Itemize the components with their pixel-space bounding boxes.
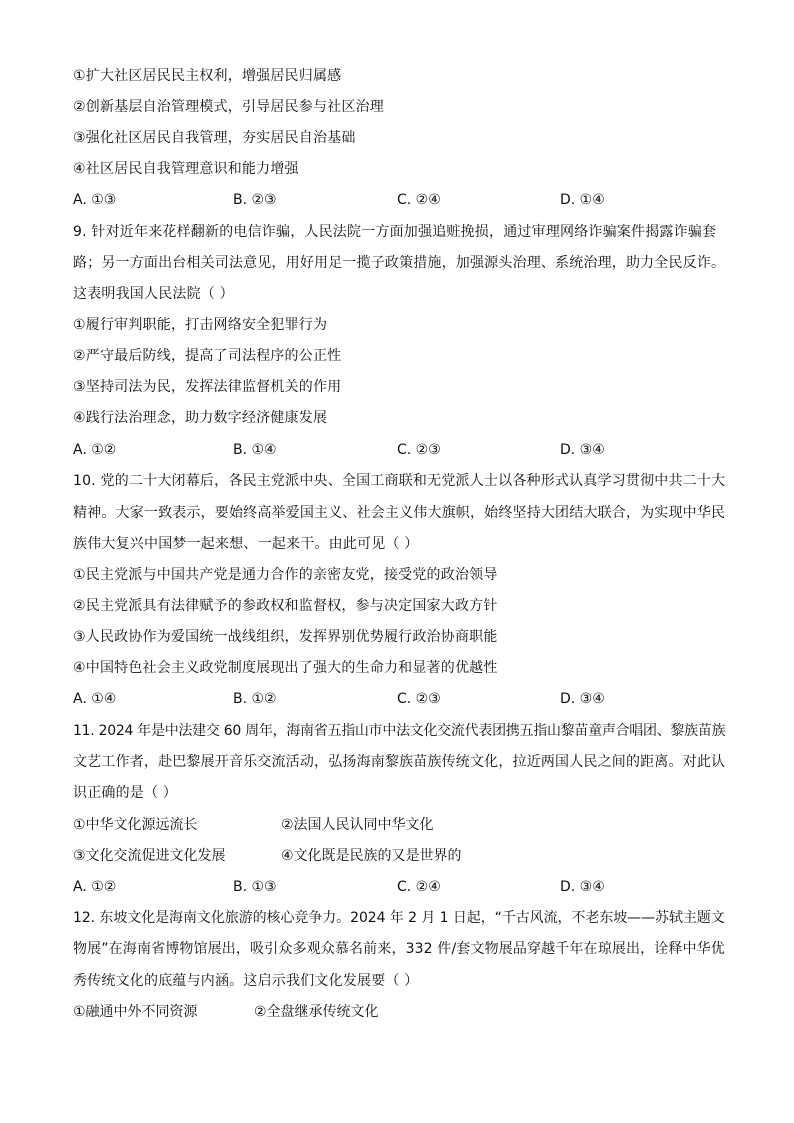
q12-stem-line-2: 物展”在海南省博物馆展出，吸引众多观众慕名前来，332 件/套文物展品穿越千年在琼展出，诠释中华优 bbox=[73, 941, 725, 957]
q10-item-4: ④中国特色社会主义政党制度展现出了强大的生命力和显著的优越性 bbox=[73, 660, 498, 676]
q8-option-a[interactable]: A. ①③ bbox=[73, 192, 117, 208]
q8-item-1: ①扩大社区居民民主权利，增强居民归属感 bbox=[73, 68, 342, 84]
q11-option-c[interactable]: C. ②④ bbox=[397, 879, 441, 895]
q10-option-c[interactable]: C. ②③ bbox=[397, 691, 441, 707]
q9-stem-line-1: 9. 针对近年来花样翻新的电信诈骗，人民法院一方面加强追赃挽损，通过审理网络诈骗案件揭露诈骗套 bbox=[73, 224, 717, 240]
q9-item-3: ③坚持司法为民，发挥法律监督机关的作用 bbox=[73, 379, 342, 395]
q9-option-d[interactable]: D. ③④ bbox=[560, 442, 605, 458]
q10-item-2: ②民主党派具有法律赋予的参政权和监督权，参与决定国家大政方针 bbox=[73, 598, 498, 614]
q10-stem-line-2: 精神。大家一致表示，要始终高举爱国主义、社会主义伟大旗帜，始终坚持大团结大联合，为实现中华民 bbox=[73, 505, 726, 521]
q10-option-b[interactable]: B. ①② bbox=[233, 691, 277, 707]
q9-item-4: ④践行法治理念，助力数字经济健康发展 bbox=[73, 410, 328, 426]
q11-items-row-1 bbox=[73, 815, 673, 835]
q10-stem-line-1: 10. 党的二十大闭幕后，各民主党派中央、全国工商联和无党派人士以各种形式认真学习贯彻中共二十大 bbox=[73, 473, 726, 489]
q8-option-b[interactable]: B. ②③ bbox=[233, 192, 277, 208]
q11-stem-line-3: 识正确的是（ ） bbox=[73, 785, 178, 801]
q8-options bbox=[73, 190, 733, 210]
q9-item-2: ②严守最后防线，提高了司法程序的公正性 bbox=[73, 348, 342, 364]
q8-item-4: ④社区居民自我管理意识和能力增强 bbox=[73, 161, 299, 177]
q12-items-row-1 bbox=[73, 1002, 673, 1022]
q10-option-d[interactable]: D. ③④ bbox=[560, 691, 605, 707]
q11-stem-line-1: 11. 2024 年是中法建交 60 周年，海南省五指山市中法文化交流代表团携五指山黎苗童声合唱团、黎族苗族 bbox=[73, 723, 726, 739]
q8-option-d[interactable]: D. ①④ bbox=[560, 192, 605, 208]
q8-option-c[interactable]: C. ②④ bbox=[397, 192, 441, 208]
q10-options bbox=[73, 689, 733, 709]
q10-item-1: ①民主党派与中国共产党是通力合作的亲密友党，接受党的政治领导 bbox=[73, 567, 498, 583]
q9-options bbox=[73, 440, 733, 460]
q8-item-2: ②创新基层自治管理模式，引导居民参与社区治理 bbox=[73, 99, 384, 115]
q10-option-a[interactable]: A. ①④ bbox=[73, 691, 117, 707]
q11-item-2: ②法国人民认同中华文化 bbox=[281, 817, 434, 833]
q11-option-d[interactable]: D. ③④ bbox=[560, 879, 605, 895]
q12-stem-line-3: 秀传统文化的底蕴与内涵。这启示我们文化发展要（ ） bbox=[73, 973, 419, 989]
q9-item-1: ①履行审判职能，打击网络安全犯罪行为 bbox=[73, 317, 328, 333]
q11-item-3: ③文化交流促进文化发展 bbox=[73, 848, 226, 864]
q9-stem-line-3: 这表明我国人民法院（ ） bbox=[73, 286, 234, 302]
q9-option-b[interactable]: B. ①④ bbox=[233, 442, 277, 458]
q11-stem-line-2: 文艺工作者，赴巴黎展开音乐交流活动，弘扬海南黎族苗族传统文化，拉近两国人民之间的距离。对此认 bbox=[73, 754, 726, 770]
q9-option-c[interactable]: C. ②③ bbox=[397, 442, 441, 458]
q11-option-b[interactable]: B. ①③ bbox=[233, 879, 277, 895]
q10-item-3: ③人民政协作为爱国统一战线组织，发挥界别优势履行政治协商职能 bbox=[73, 629, 498, 645]
q12-stem-line-1: 12. 东坡文化是海南文化旅游的核心竞争力。2024 年 2 月 1 日起，“千古风流，不老东坡——苏轼主题文 bbox=[73, 910, 725, 926]
q9-stem-line-2: 路；另一方面出台相关司法意见，用好用足一揽子政策措施，加强源头治理、系统治理，助力全民反诈。 bbox=[73, 255, 726, 271]
q12-item-2: ②全盘继承传统文化 bbox=[254, 1004, 379, 1020]
q11-options bbox=[73, 877, 733, 897]
q11-option-a[interactable]: A. ①② bbox=[73, 879, 117, 895]
q8-item-3: ③强化社区居民自我管理，夯实居民自治基础 bbox=[73, 130, 356, 146]
q9-option-a[interactable]: A. ①② bbox=[73, 442, 117, 458]
q11-items-row-2 bbox=[73, 846, 673, 866]
q12-item-1: ①融通中外不同资源 bbox=[73, 1004, 198, 1020]
q10-stem-line-3: 族伟大复兴中国梦一起来想、一起来干。由此可见（ ） bbox=[73, 536, 419, 552]
q11-item-1: ①中华文化源远流长 bbox=[73, 817, 198, 833]
q11-item-4: ④文化既是民族的又是世界的 bbox=[281, 848, 462, 864]
